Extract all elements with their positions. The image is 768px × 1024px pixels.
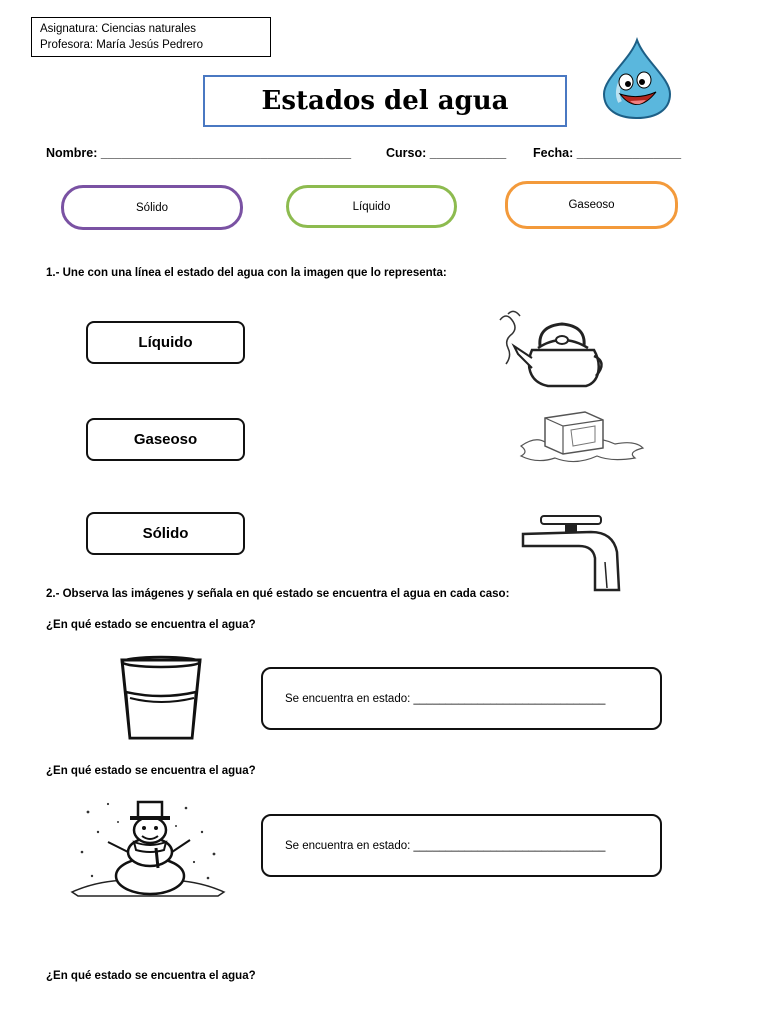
question-3: ¿En qué estado se encuentra el agua? [46, 970, 256, 982]
glass-of-water-icon[interactable] [118, 654, 204, 742]
exercise2-instruction: 2.- Observa las imágenes y señala en qué estado se encuentra el agua en cada caso: [46, 588, 510, 600]
faucet-icon[interactable] [519, 512, 631, 592]
pill-gas [505, 181, 678, 229]
pill-gas-label: Gaseoso [568, 199, 615, 211]
pill-solid-label: Sólido [136, 201, 168, 214]
teacher-text: Profesora: María Jesús Pedrero [40, 39, 203, 51]
state-label-liquid: Líquido [138, 334, 193, 351]
state-label-gas: Gaseoso [133, 431, 198, 448]
pill-liquid [286, 185, 457, 228]
answer-prompt-1: Se encuentra en estado: ______________________________ [285, 692, 606, 705]
state-label-solid: Sólido [142, 525, 189, 542]
question-1: ¿En qué estado se encuentra el agua? [46, 619, 256, 631]
answer-prompt-2: Se encuentra en estado: ______________________________ [285, 839, 606, 852]
exercise1-instruction: 1.- Une con una línea el estado del agua con la imagen que lo representa: [46, 267, 447, 279]
state-box-liquid[interactable] [86, 321, 245, 364]
date-field[interactable]: Fecha: _______________ [533, 146, 682, 160]
page-title: Estados del agua [261, 86, 509, 116]
state-box-gas[interactable] [86, 418, 245, 461]
water-drop-mascot-icon [600, 38, 674, 120]
pill-solid [61, 185, 243, 230]
kettle-icon[interactable] [490, 306, 616, 390]
pill-liquid-label: Líquido [352, 200, 391, 213]
name-field[interactable]: Nombre: ____________________________________ [46, 146, 352, 160]
subject-text: Asignatura: Ciencias naturales [40, 23, 196, 35]
ice-cube-icon[interactable] [515, 406, 647, 468]
snowman-icon[interactable] [68, 792, 228, 900]
course-field[interactable]: Curso: ___________ [386, 146, 507, 160]
page-title-box [203, 75, 567, 127]
answer-box-1[interactable] [261, 667, 662, 730]
header-info-box [31, 17, 271, 57]
state-box-solid[interactable] [86, 512, 245, 555]
question-2: ¿En qué estado se encuentra el agua? [46, 765, 256, 777]
answer-box-2[interactable] [261, 814, 662, 877]
